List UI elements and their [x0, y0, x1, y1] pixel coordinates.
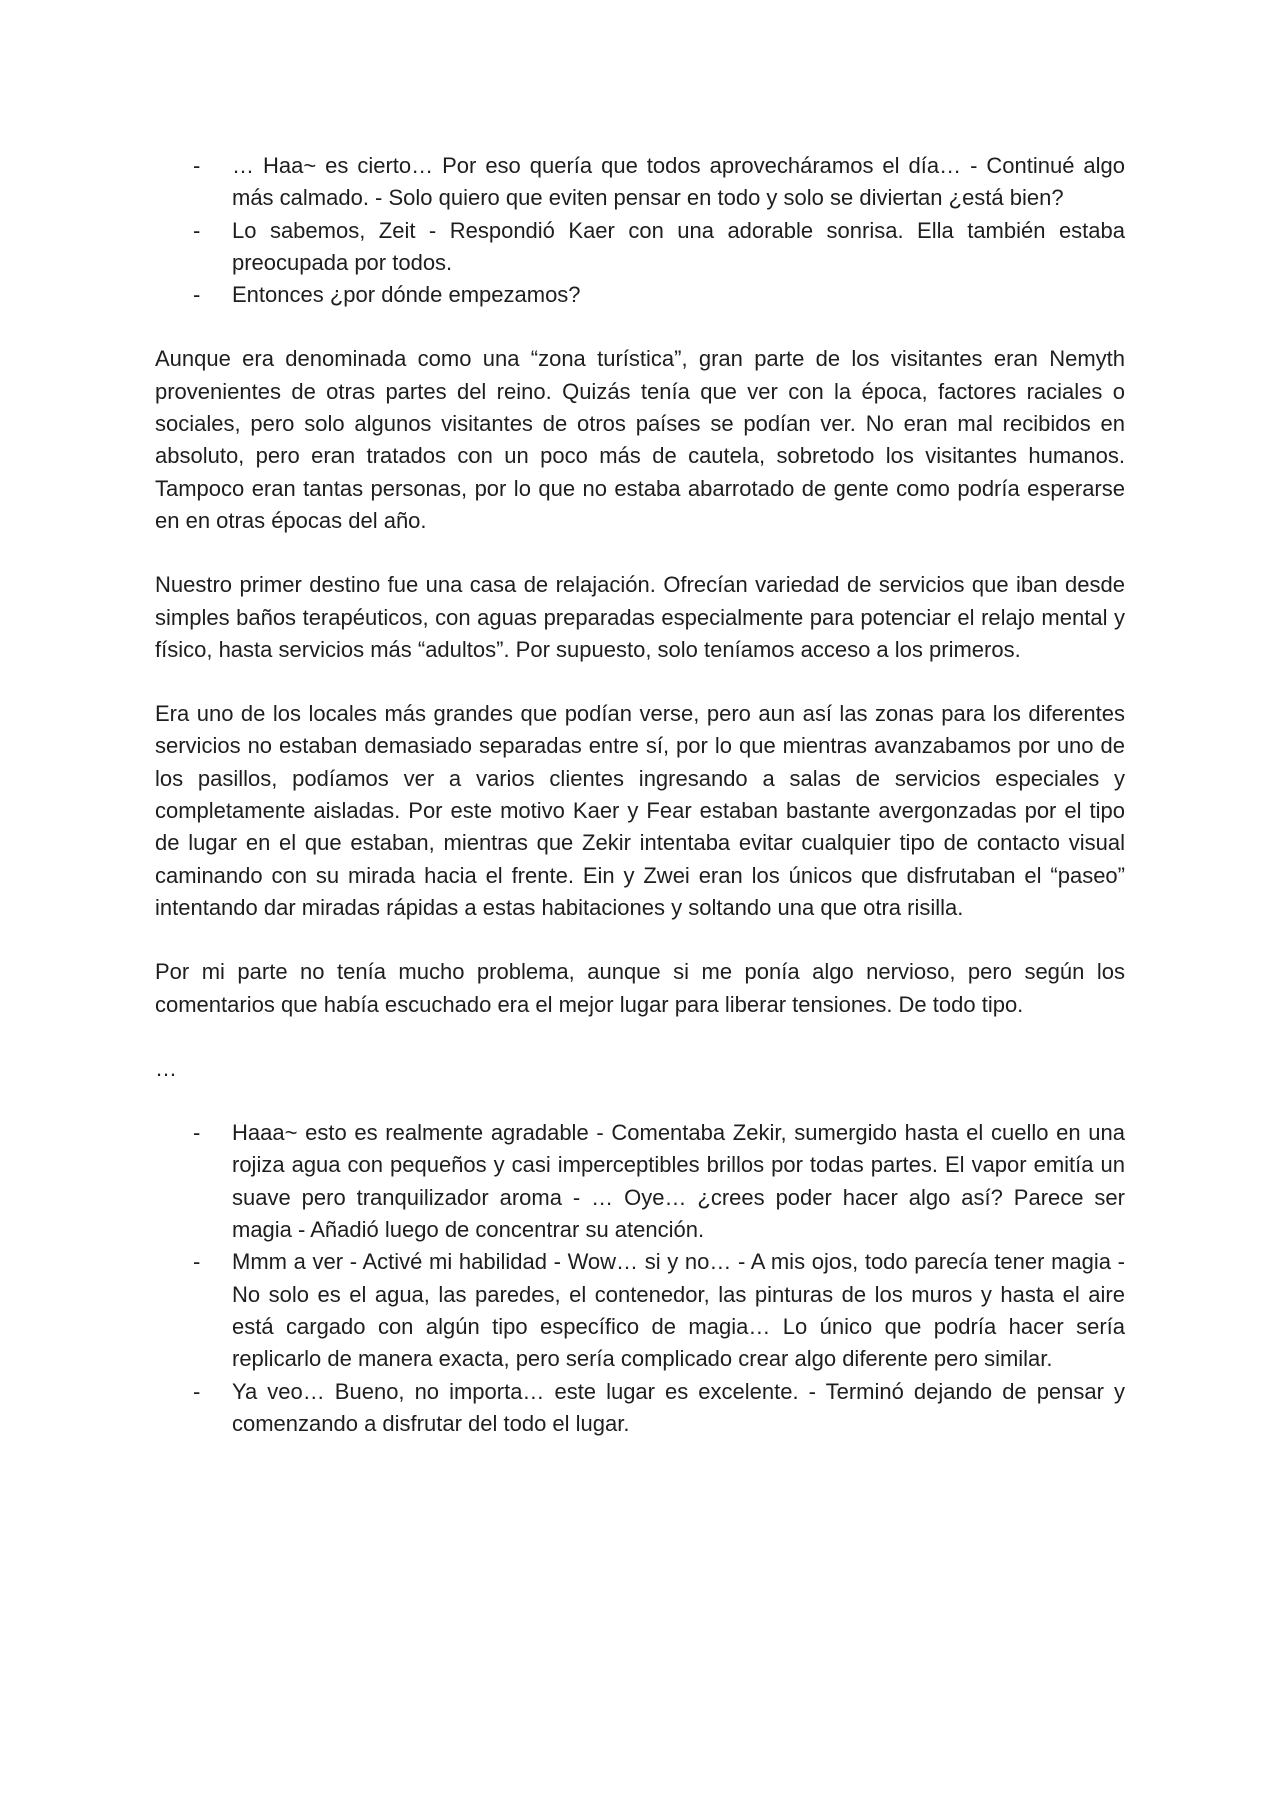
- dialogue-line: [155, 1376, 1125, 1441]
- narrative-paragraph: Aunque era denominada como una “zona turística”, gran parte de los visitantes eran Nemyth provenientes de otras partes del reino. Quizás tenía que ver con la época, factores raciales o sociales, pero solo algunos visitantes de otros países se podían ver. No eran mal recibidos en absoluto, pero eran tratados con un poco más de cautela, sobretodo los visitantes humanos. Tampoco eran tantas personas, por lo que no estaba abarrotado de gente como podría esperarse en en otras épocas del año.: [155, 346, 1125, 533]
- dialogue-line: [155, 215, 1125, 280]
- dialogue-dash: -: [193, 153, 201, 178]
- dialogue-dash: -: [193, 282, 201, 308]
- dialogue-line: [155, 279, 1125, 311]
- dialogue-text: Lo sabemos, Zeit - Respondió Kaer con una adorable sonrisa. Ella también estaba preocupada por todos.: [232, 217, 1125, 275]
- dialogue-dash: -: [193, 1378, 201, 1404]
- dialogue-dash: -: [193, 217, 201, 243]
- dialogue-dash: -: [193, 1120, 201, 1146]
- dialogue-line: [155, 1246, 1125, 1375]
- dialogue-text: Ya veo… Bueno, no importa… este lugar es excelente. - Terminó dejando de pensar y comenzando a disfrutar del todo el lugar.: [232, 1378, 1125, 1436]
- dialogue-text: Haaa~ esto es realmente agradable - Comentaba Zekir, sumergido hasta el cuello en una rojiza agua con pequeños y casi imperceptibles brillos por todas partes. El vapor emitía un suave pero tranquilizador aroma - … Oye… ¿crees poder hacer algo así? Parece ser magia - Añadió luego de concentrar su atención.: [232, 1120, 1125, 1243]
- dialogue-line: [155, 150, 1125, 215]
- dialogue-dash: -: [193, 1249, 201, 1275]
- scene-break: …: [155, 1055, 177, 1081]
- dialogue-list-2: [155, 1117, 1125, 1440]
- dialogue-list-1: [155, 150, 1125, 311]
- dialogue-text: Mmm a ver - Activé mi habilidad - Wow… si y no… - A mis ojos, todo parecía tener magia - No solo es el agua, las paredes, el contenedor, las pinturas de los muros y hasta el aire está cargado con algún tipo específico de magia… Lo único que podría hacer sería replicarlo de manera exacta, pero sería complicado crear algo diferente pero similar.: [232, 1249, 1125, 1372]
- narrative-paragraph: Por mi parte no tenía mucho problema, aunque si me ponía algo nervioso, pero según los comentarios que había escuchado era el mejor lugar para liberar tensiones. De todo tipo.: [155, 959, 1125, 1017]
- dialogue-text: … Haa~ es cierto… Por eso quería que todos aprovecháramos el día… - Continué algo más calmado. - Solo quiero que eviten pensar en todo y solo se diviertan ¿está bien?: [232, 153, 1125, 211]
- narrative-paragraph: Nuestro primer destino fue una casa de relajación. Ofrecían variedad de servicios que iban desde simples baños terapéuticos, con aguas preparadas especialmente para potenciar el relajo mental y físico, hasta servicios más “adultos”. Por supuesto, solo teníamos acceso a los primeros.: [155, 572, 1125, 662]
- dialogue-text: Entonces ¿por dónde empezamos?: [232, 282, 581, 308]
- dialogue-line: [155, 1117, 1125, 1246]
- narrative-paragraph: Era uno de los locales más grandes que podían verse, pero aun así las zonas para los diferentes servicios no estaban demasiado separadas entre sí, por lo que mientras avanzabamos por uno de los pasillos, podíamos ver a varios clientes ingresando a salas de servicios especiales y completamente aisladas. Por este motivo Kaer y Fear estaban bastante avergonzadas por el tipo de lugar en el que estaban, mientras que Zekir intentaba evitar cualquier tipo de contacto visual caminando con su mirada hacia el frente. Ein y Zwei eran los únicos que disfrutaban el “paseo” intentando dar miradas rápidas a estas habitaciones y soltando una que otra risilla.: [155, 701, 1125, 920]
